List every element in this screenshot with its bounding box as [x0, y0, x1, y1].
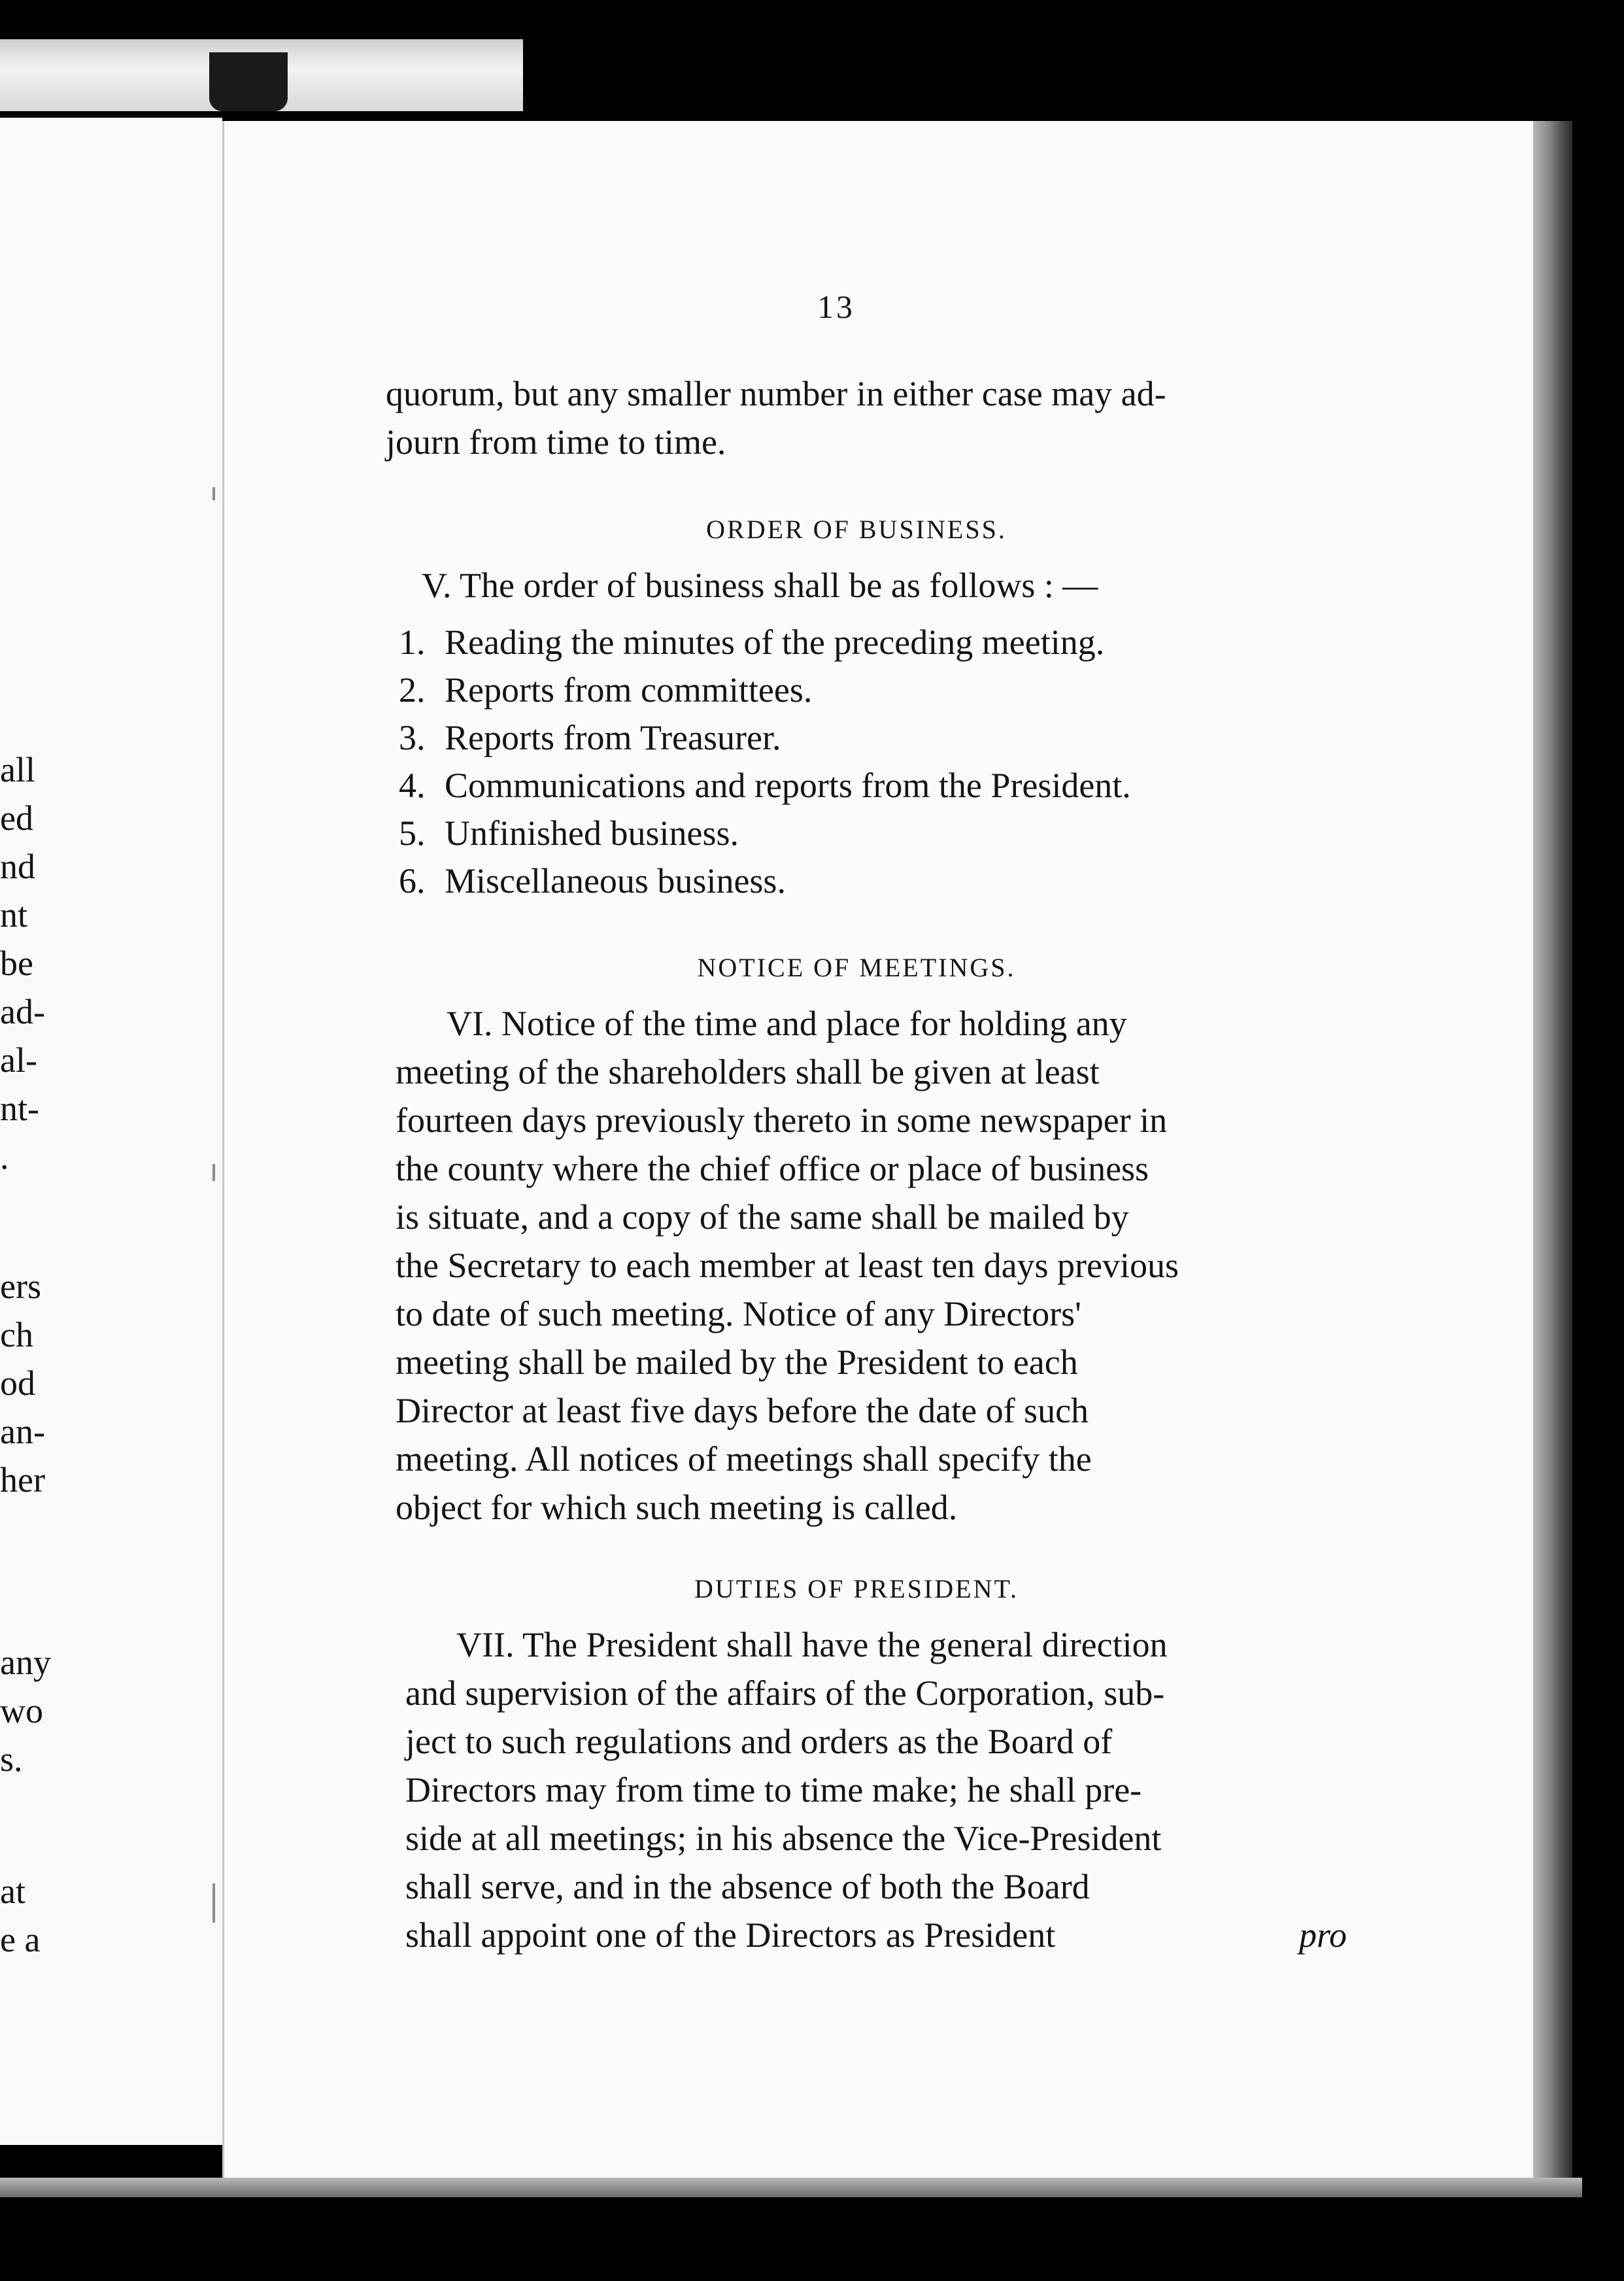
text-line: VII. The President shall have the general direction: [456, 1625, 1168, 1664]
list-item: [399, 857, 786, 905]
left-fragment: al-: [0, 1040, 37, 1080]
left-fragment: ers: [0, 1267, 41, 1306]
text-line: meeting. All notices of meetings shall specify the: [396, 1439, 1092, 1479]
binding-strip: [0, 39, 523, 111]
text-line: meeting shall be mailed by the President to each: [396, 1343, 1078, 1382]
section-heading: DUTIES OF PRESIDENT.: [694, 1574, 1019, 1604]
left-fragment: all: [0, 750, 35, 789]
president-paragraph: [405, 1621, 1347, 1959]
text-line: Directors may from time to time make; he shall pre-: [405, 1770, 1142, 1809]
text-line: quorum, but any smaller number in either case may ad-: [386, 374, 1166, 413]
list-text: Miscellaneous business.: [445, 861, 786, 900]
list-item: [399, 713, 781, 762]
left-fragment: an-: [0, 1412, 45, 1451]
gutter-mark: [212, 1883, 215, 1923]
text-line: object for which such meeting is called.: [396, 1488, 958, 1527]
text-line: the Secretary to each member at least ten days previous: [396, 1246, 1179, 1285]
list-item: [399, 618, 1104, 666]
left-fragment: at: [0, 1872, 25, 1911]
left-fragment: nt-: [0, 1089, 39, 1128]
left-fragment: her: [0, 1460, 45, 1500]
binding-shadow: [209, 52, 288, 111]
text-line: Director at least five days before the date of such: [396, 1391, 1089, 1430]
left-fragment: ad-: [0, 992, 45, 1031]
gutter-mark: [212, 487, 215, 500]
section-intro: V. The order of business shall be as follows : —: [422, 566, 1098, 605]
text-line: shall serve, and in the absence of both the Board: [405, 1867, 1090, 1906]
list-number: 4.: [399, 766, 426, 805]
notice-paragraph: [396, 999, 1337, 1532]
section-heading: ORDER OF BUSINESS.: [706, 515, 1007, 544]
gutter-mark: [212, 1164, 215, 1181]
section-heading: NOTICE OF MEETINGS.: [697, 953, 1016, 982]
last-line-text: shall appoint one of the Directors as President: [405, 1915, 1056, 1955]
list-text: Reports from Treasurer.: [445, 718, 781, 757]
text-line: journ from time to time.: [386, 422, 726, 462]
left-fragment: be: [0, 944, 33, 983]
text-line: fourteen days previously thereto in some newspaper in: [396, 1101, 1168, 1140]
page-number: 13: [817, 288, 855, 325]
page-fore-edge: [1533, 121, 1572, 2187]
list-number: 5.: [399, 814, 426, 853]
list-number: 3.: [399, 718, 426, 757]
list-item: [399, 761, 1131, 810]
left-fragment: .: [0, 1137, 9, 1176]
left-fragment: ed: [0, 798, 33, 838]
text-line: meeting of the shareholders shall be given at least: [396, 1052, 1100, 1091]
text-line: the county where the chief office or place of business: [396, 1149, 1149, 1188]
text-line: to date of such meeting. Notice of any Directors': [396, 1294, 1081, 1333]
left-fragment: nt: [0, 895, 28, 935]
continuation-paragraph: [386, 369, 1327, 466]
left-fragment: s.: [0, 1740, 23, 1779]
list-item: [399, 809, 739, 857]
left-fragment: ch: [0, 1315, 33, 1354]
list-text: Reading the minutes of the preceding meeting.: [445, 623, 1105, 662]
list-text: Communications and reports from the President.: [445, 766, 1131, 805]
list-text: Reports from committees.: [445, 670, 813, 710]
text-line: and supervision of the affairs of the Corporation, sub-: [405, 1673, 1165, 1713]
text-line: side at all meetings; in his absence the Vice-President: [405, 1819, 1162, 1858]
text-line: ject to such regulations and orders as the Board of: [405, 1722, 1113, 1761]
list-number: 1.: [399, 623, 426, 662]
left-fragment: any: [0, 1643, 51, 1682]
list-number: 6.: [399, 861, 426, 900]
list-text: Unfinished business.: [445, 814, 739, 853]
list-item: [399, 666, 812, 714]
page-bottom-edge: [0, 2178, 1582, 2197]
text-line: is situate, and a copy of the same shall be mailed by: [396, 1197, 1129, 1237]
left-fragment: nd: [0, 847, 35, 886]
text-line: VI. Notice of the time and place for holding any: [447, 1004, 1127, 1043]
italic-word: pro: [1298, 1915, 1347, 1955]
left-fragment: wo: [0, 1691, 43, 1730]
left-fragment: od: [0, 1363, 35, 1403]
left-fragment: e a: [0, 1920, 41, 1959]
list-number: 2.: [399, 670, 426, 710]
text-line: [405, 1911, 1347, 1959]
